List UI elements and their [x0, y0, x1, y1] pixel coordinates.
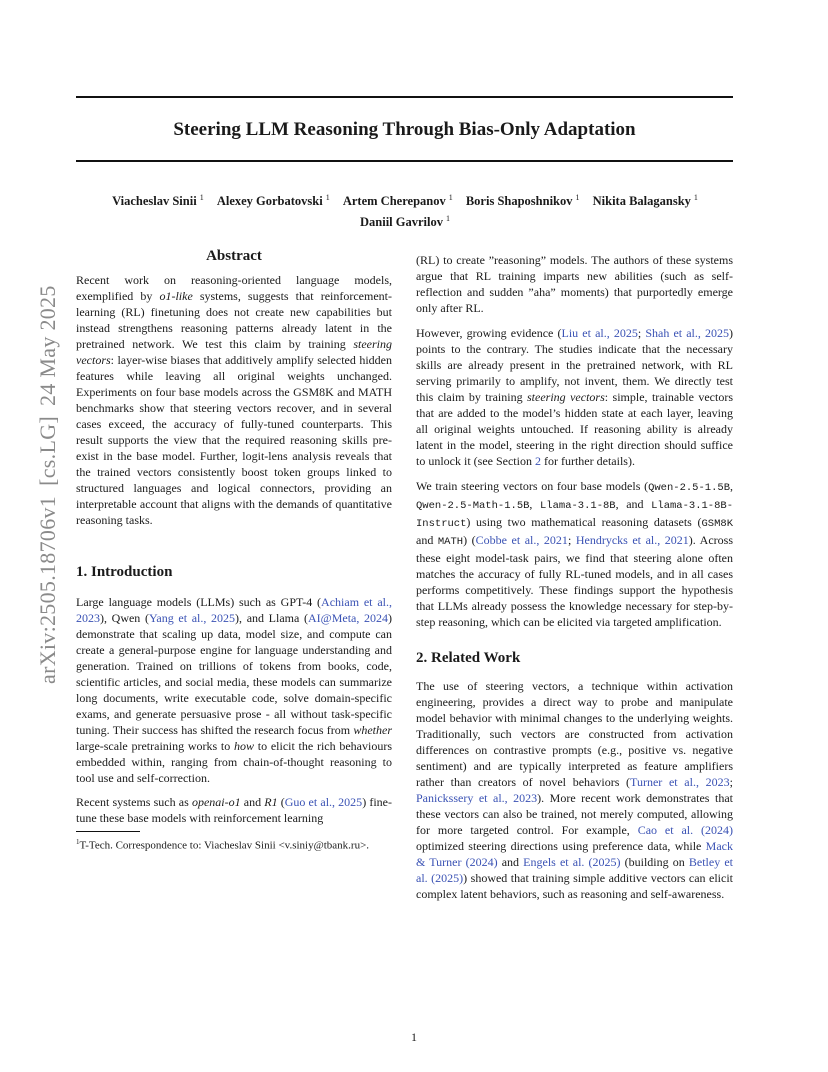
author: Daniil Gavrilov $^1$ [360, 214, 450, 230]
citation-link[interactable]: AI@Meta, 2024 [307, 611, 389, 625]
related-work-paragraph: The use of steering vectors, a technique within activation engineering, provides a direct way to probe and manipulate model behavior with minimal changes to the underlying weights. Traditionally, such vectors are constructed from activation differences on contrastive prompts (e.g., positive vs. negative sentiment) and are typically interpreted as feature amplifiers rather than creators of novel behaviors (Turner et al., 2023; Panickssery et al., 2023). More recent work demonstrates that these vectors can also be trained, not merely computed, allowing for more targeted control. For example, Cao et al. (2024) optimized steering directions using preference data, while Mack & Turner (2024) and Engels et al. (2025) (building on Betley et al. (2025)) showed that training simple additive vectors can elicit complex latent behaviors, such as reasoning and self-awareness. [416, 679, 734, 901]
citation-link[interactable]: Betley et al. (2025) [416, 855, 733, 885]
citation-link[interactable]: Engels et al. (2025) [523, 855, 621, 869]
arxiv-stamp [35, 275, 61, 684]
citation-link[interactable]: Mack & Turner (2024) [416, 839, 733, 869]
section-heading-introduction: 1. Introduction [76, 564, 173, 580]
author: Alexey Gorbatovski $^1$ [216, 193, 330, 209]
section-heading-related-work: 2. Related Work [416, 650, 521, 666]
citation-link[interactable]: Panickssery et al., 2023 [416, 791, 538, 805]
paper-title: Steering LLM Reasoning Through Bias-Only Adaptation [173, 119, 636, 140]
citation-link[interactable]: Cao et al. (2024) [637, 823, 733, 837]
citation-link[interactable]: Liu et al., 2025 [561, 326, 638, 340]
author: Nikita Balagansky $^1$ [592, 193, 698, 209]
top-rule [76, 96, 733, 98]
author: Boris Shaposhnikov $^1$ [465, 193, 580, 209]
left-column [76, 248, 392, 864]
citation-link[interactable]: Achiam et al., 2023 [76, 595, 392, 625]
footnote: $^1$T-Tech. Correspondence to: Viacheslav Sinii <v.siniy@tbank.ru>. [76, 838, 370, 852]
citation-link[interactable]: Cobbe et al., 2021 [475, 533, 568, 547]
intro-paragraph-2: Recent systems such as openai-o1 and R1 (Guo et al., 2025) fine-tune these base models with reinforcement learning [76, 795, 392, 825]
citation-link[interactable]: Shah et al., 2025 [645, 326, 730, 340]
arxiv-category: [cs.LG] [35, 415, 60, 486]
arxiv-date: 24 May 2025 [35, 285, 60, 406]
section-link[interactable]: 2 [534, 454, 541, 468]
abstract-text: Recent work on reasoning-oriented language models, exemplified by o1-like systems, suggests that reinforcement-learning (RL) finetuning does not create new capabilities but instead strengthens reasoning patterns already latent in the pretrained network. We test this claim by training steering vectors: layer-wise biases that additively amplify selected hidden features while leaving all original weights unchanged. Experiments on four base models across the GSM8K and MATH benchmarks show that steering vectors recover, and in several cases exceed, the accuracy of fully-tuned counterparts. This result supports the view that the required reasoning skills pre-exist in the base model. Further, logit-lens analysis reveals that the trained vectors consistently boost token groups linked to structured languages and logical connectors, providing an interpretable account that aligns with the demands of quantitative reasoning tasks. [76, 273, 393, 527]
title-bottom-rule [76, 160, 733, 162]
intro-paragraph-4: We train steering vectors on four base models (Qwen-2.5-1.5B, Qwen-2.5-Math-1.5B, Llama-3.1-8B, and Llama-3.1-8B-Instruct) using two mathematical reasoning datasets (GSM8K and MATH) (Cobbe et al., 2021; Hendrycks et al., 2021). Across these eight model-task pairs, we find that steering alone often matches the accuracy of fully RL-tuned models, and in all cases performs competitively. These findings support the hypothesis that LLMs already possess the knowledge necessary for step-by-step reasoning, which can be elicited via targeted amplification. [416, 479, 734, 629]
citation-link[interactable]: Guo et al., 2025 [284, 795, 363, 809]
intro-paragraph-3: However, growing evidence (Liu et al., 2025; Shah et al., 2025) points to the contrary. The studies indicate that the necessary skills are already present in the pretrained network, with RL serving primarily to amplify, not invent, them. We directly test this claim by training steering vectors: simple, trainable vectors that are added to the model’s hidden state at each layer, leaving all original weights untouched. If reasoning ability is already latent in the model, steering in the right direction should suffice to unlock it (see Section 2 for further details). [416, 326, 734, 468]
footnote-divider [76, 831, 140, 832]
right-column [416, 252, 733, 902]
abstract-heading: Abstract [206, 248, 262, 264]
author-list [90, 189, 720, 231]
arxiv-id[interactable]: arXiv:2505.18706v1 [35, 495, 60, 684]
page-number: 1 [411, 1030, 417, 1044]
author: Viacheslav Sinii $^1$ [112, 193, 204, 209]
citation-link[interactable]: Hendrycks et al., 2021 [575, 533, 689, 547]
citation-link[interactable]: Yang et al., 2025 [148, 611, 236, 625]
intro-paragraph-1: Large language models (LLMs) such as GPT-4 (Achiam et al., 2023), Qwen (Yang et al., 2025), and Llama (AI@Meta, 2024) demonstrate that scaling up data, model size, and compute can create a general-purpose engine for language understanding and generation. Trained on trillions of tokens from books, code, scientific articles, and social media, these models can summarize long documents, write executable code, solve domain-specific exams, and generate persuasive prose - all without task-specific tuning. Their success has shifted the research focus from whether large-scale pretraining works to how to elicit the rich behaviours embedded within, ranging from chain-of-thought reasoning to tool use and self-correction. [76, 595, 393, 785]
citation-link[interactable]: Turner et al., 2023 [630, 775, 730, 789]
author: Artem Cherepanov $^1$ [342, 193, 453, 209]
intro-paragraph-2-continued: (RL) to create ”reasoning” models. The authors of these systems argue that RL training imparts new abilities (such as self-reflection and sudden ”aha” moments) that purportedly emerge only after RL. [416, 253, 733, 315]
